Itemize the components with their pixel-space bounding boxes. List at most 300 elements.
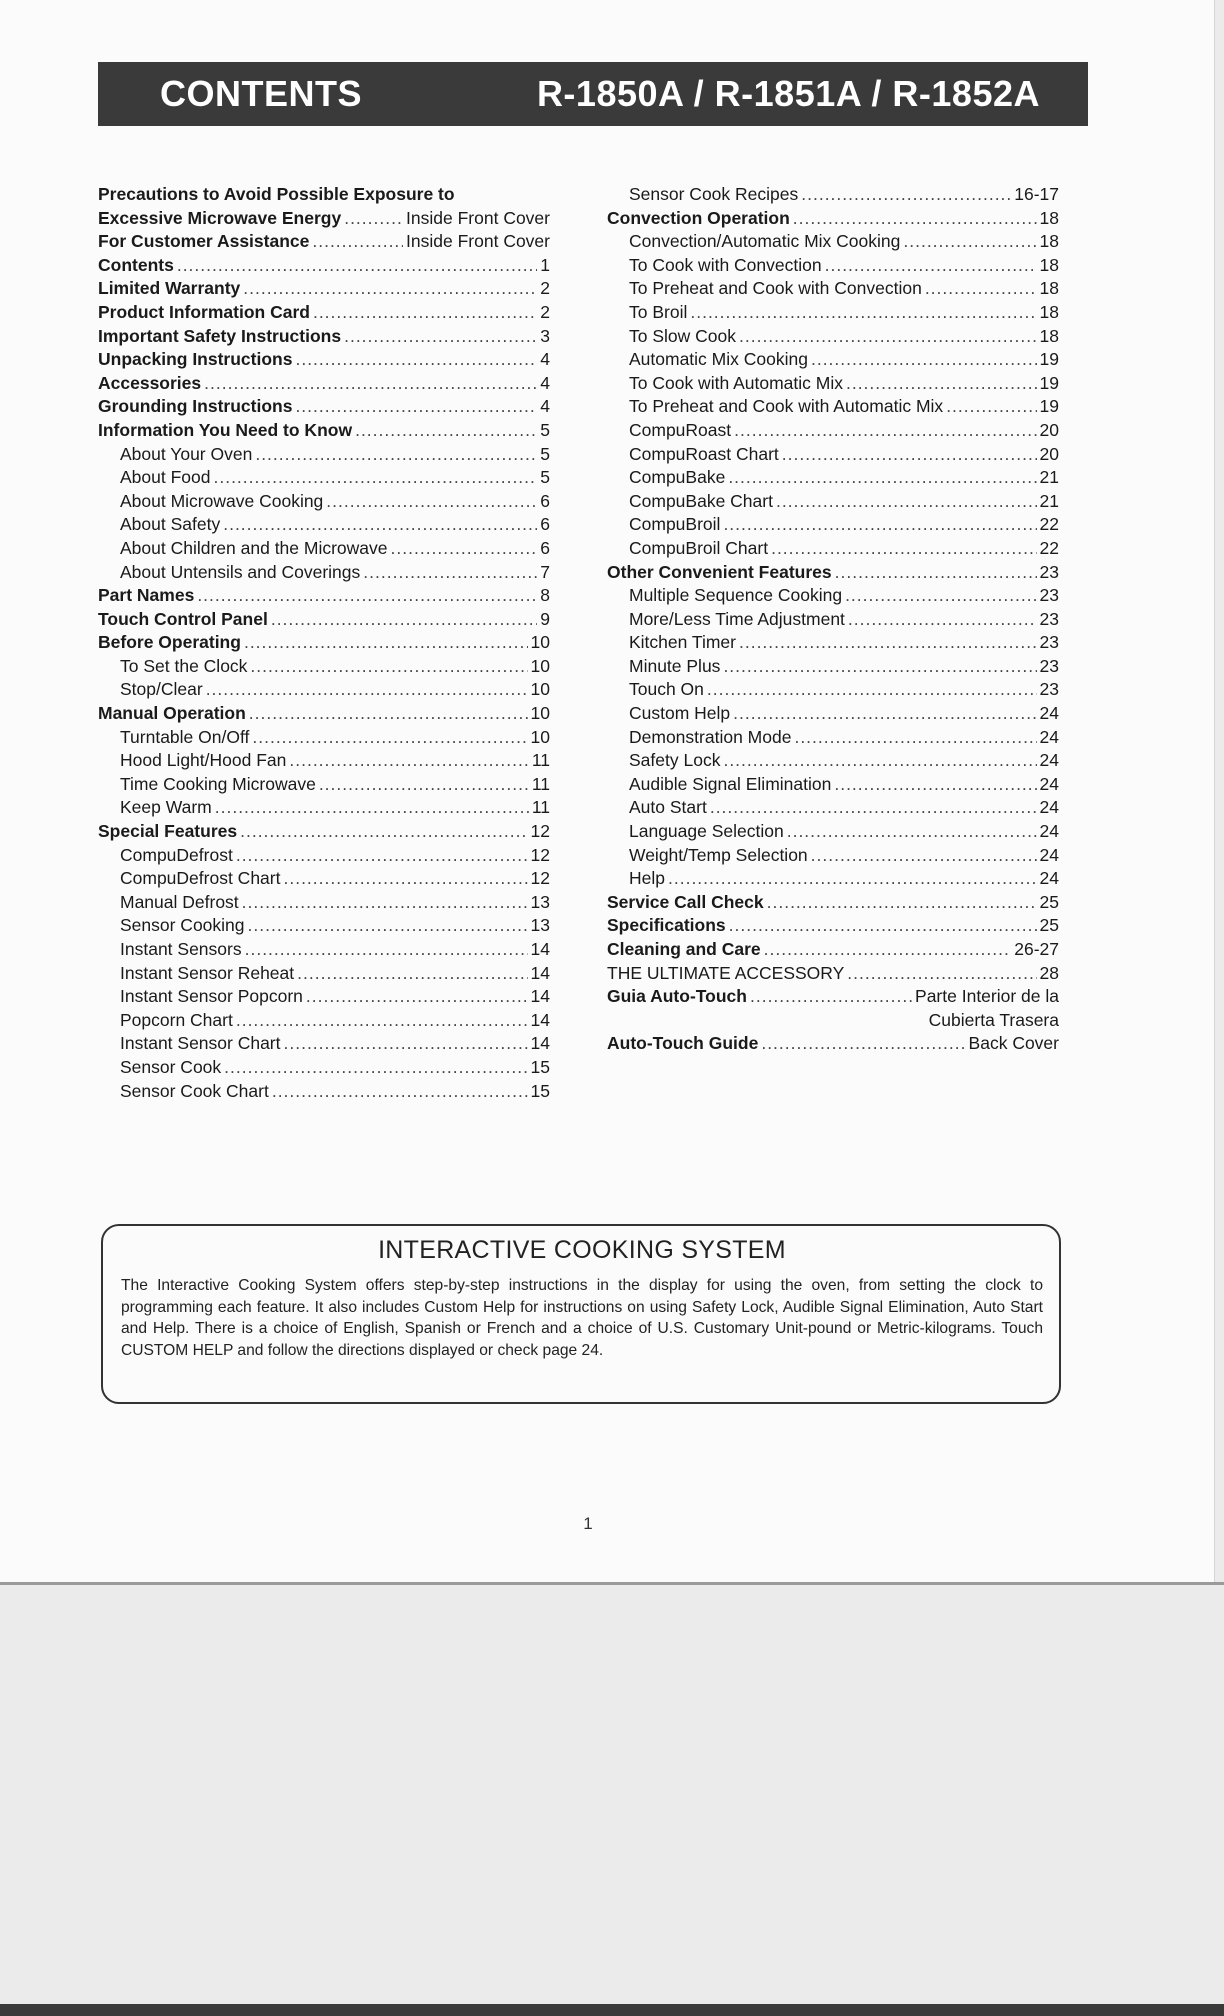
toc-leader-dots: [355, 419, 537, 443]
toc-entry-label: Specifications: [607, 915, 726, 936]
toc-entry-page: 12: [530, 868, 550, 889]
toc-entry-page: 4: [540, 372, 550, 393]
toc-entry-label: Contents: [98, 254, 174, 275]
toc-entry: [607, 254, 1059, 278]
toc-entry-page: 14: [530, 939, 550, 959]
toc-entry: [98, 348, 550, 372]
toc-entry-label: To Cook with Automatic Mix: [629, 372, 843, 393]
toc-entry-label: Manual Operation: [98, 703, 246, 724]
toc-entry-label: About Food: [120, 467, 211, 488]
toc-leader-dots: [707, 678, 1037, 702]
toc-leader-dots: [811, 348, 1037, 372]
toc-entry: [607, 466, 1059, 490]
toc-entry-page: 23: [1039, 679, 1059, 700]
toc-entry-label: Language Selection: [629, 821, 784, 842]
toc-entry: [98, 820, 550, 844]
toc-entry-label: CompuBake Chart: [629, 490, 773, 511]
toc-entry: [98, 608, 550, 632]
toc-entry-page: 18: [1039, 301, 1059, 322]
toc-entry-label: Unpacking Instructions: [98, 349, 293, 370]
scanner-bottom-strip: [0, 2004, 1224, 2016]
toc-leader-dots: [250, 655, 527, 679]
toc-leader-dots: [846, 372, 1037, 396]
toc-entry-page: 12: [530, 844, 550, 865]
toc-leader-dots: [690, 301, 1036, 325]
toc-entry-label: Help: [629, 868, 665, 889]
toc-entry: [98, 655, 550, 679]
toc-entry-page: 22: [1039, 514, 1059, 535]
toc-entry-page: 18: [1039, 231, 1059, 252]
toc-leader-dots: [761, 1032, 965, 1056]
toc-leader-dots: [177, 254, 537, 278]
toc-leader-dots: [946, 395, 1036, 419]
toc-entry-page: 14: [530, 1009, 550, 1030]
toc-leader-dots: [734, 419, 1036, 443]
toc-entry: [98, 938, 550, 962]
toc-leader-dots: [344, 325, 537, 349]
toc-entry: [607, 608, 1059, 632]
toc-leader-dots: [312, 230, 403, 254]
toc-entry-label: Precautions to Avoid Possible Exposure to: [98, 184, 455, 204]
toc-entry: [607, 820, 1059, 844]
toc-entry: [98, 301, 550, 325]
toc-entry-label: Auto-Touch Guide: [607, 1033, 759, 1054]
contents-title: CONTENTS: [160, 73, 362, 114]
toc-entry-page: 24: [1039, 726, 1059, 747]
toc-entry: [607, 914, 1059, 938]
toc-entry-label: Excessive Microwave Energy: [98, 207, 342, 228]
toc-entry-page: 3: [540, 325, 550, 346]
toc-leader-dots: [845, 584, 1036, 608]
toc-entry: [607, 584, 1059, 608]
toc-entry-label: Cleaning and Care: [607, 939, 761, 959]
toc-leader-dots: [240, 820, 527, 844]
toc-entry-label: Auto Start: [629, 797, 707, 818]
toc-entry-label: To Preheat and Cook with Automatic Mix: [629, 396, 944, 417]
toc-entry: [98, 914, 550, 938]
toc-entry-label: CompuRoast Chart: [629, 443, 779, 464]
toc-leader-dots: [811, 844, 1037, 868]
toc-leader-dots: [245, 938, 528, 962]
toc-entry-page: 24: [1039, 773, 1059, 794]
toc-leader-dots: [771, 537, 1036, 561]
toc-entry-label: To Cook with Convection: [629, 254, 822, 275]
toc-leader-dots: [739, 631, 1037, 655]
toc-leader-dots: [236, 1009, 528, 1033]
toc-leader-dots: [284, 1032, 528, 1056]
toc-entry: [607, 277, 1059, 301]
toc-entry-label: Accessories: [98, 372, 202, 393]
toc-entry-page: 13: [530, 891, 550, 912]
toc-entry-page: 10: [530, 655, 550, 676]
toc-entry-page: 19: [1039, 372, 1059, 393]
toc-leader-dots: [295, 395, 537, 419]
toc-entry: [98, 490, 550, 514]
toc-entry-page: 24: [1039, 844, 1059, 865]
toc-leader-dots: [848, 608, 1037, 632]
toc-entry-page: 18: [1039, 207, 1059, 228]
toc-leader-dots: [764, 938, 1012, 962]
toc-entry-label: Special Features: [98, 821, 238, 842]
toc-entry-page: 5: [540, 443, 550, 464]
toc-entry-label: Instant Sensors: [120, 939, 242, 959]
toc-entry: [607, 891, 1059, 915]
toc-leader-dots: [801, 183, 1011, 207]
toc-entry-page: 5: [540, 419, 550, 440]
toc-entry-label: Time Cooking Microwave: [120, 773, 316, 794]
toc-leader-dots: [215, 796, 529, 820]
toc-entry-label: About Children and the Microwave: [120, 537, 388, 558]
toc-leader-dots: [206, 678, 528, 702]
toc-entry: [607, 348, 1059, 372]
toc-entry-page: Back Cover: [968, 1033, 1059, 1054]
toc-entry-label: To Set the Clock: [120, 655, 248, 676]
toc-entry-label: Safety Lock: [629, 750, 721, 771]
interactive-box-text: The Interactive Cooking System offers step-by-step instructions in the display for using the oven, from setting the clock to programming each feature. It also includes Custom Help for instructions on using Safety Lock, Audible Signal Elimination, Auto Start and Help. There is a choice of English, Spanish or French and a choice of U.S. Customary Unit-pound or Metric-kilograms. Touch CUSTOM HELP and follow the directions displayed or check page 24.: [121, 1277, 1043, 1359]
toc-leader-dots: [391, 537, 538, 561]
toc-entry: [607, 490, 1059, 514]
toc-entry: [607, 230, 1059, 254]
toc-entry-page: 1: [540, 254, 550, 275]
toc-entry-label: Sensor Cook: [120, 1056, 222, 1077]
toc-leader-dots: [236, 844, 528, 868]
toc-entry: [607, 773, 1059, 797]
toc-entry-page: 24: [1039, 797, 1059, 818]
toc-entry-label: Automatic Mix Cooking: [629, 349, 808, 370]
toc-entry-page: 10: [530, 679, 550, 700]
toc-entry-page: Parte Interior de la: [915, 986, 1059, 1007]
toc-entry-page: 16-17: [1014, 184, 1059, 204]
toc-entry-label: Convection/Automatic Mix Cooking: [629, 231, 901, 252]
toc-entry: [98, 466, 550, 490]
toc-leader-dots: [794, 726, 1036, 750]
toc-entry-label: CompuBroil Chart: [629, 537, 769, 558]
toc-entry: [98, 1032, 550, 1056]
toc-entry-label: To Slow Cook: [629, 325, 736, 346]
toc-entry-label: CompuDefrost: [120, 844, 233, 865]
toc-entry: [98, 749, 550, 773]
toc-entry: [607, 561, 1059, 585]
toc-entry: [607, 702, 1059, 726]
toc-leader-dots: [363, 561, 537, 585]
toc-leader-dots: [835, 561, 1037, 585]
toc-entry: [98, 702, 550, 726]
toc-entry-label: Weight/Temp Selection: [629, 844, 808, 865]
toc-entry: [98, 513, 550, 537]
toc-leader-dots: [723, 655, 1036, 679]
toc-entry-label: Product Information Card: [98, 301, 310, 322]
toc-entry-page: 24: [1039, 821, 1059, 842]
toc-entry-page: 24: [1039, 750, 1059, 771]
toc-entry: [98, 419, 550, 443]
toc-entry-label: Touch Control Panel: [98, 608, 268, 629]
toc-entry-page: 18: [1039, 254, 1059, 275]
toc-entry-page: 18: [1039, 278, 1059, 299]
toc-entry-page: 14: [530, 962, 550, 983]
toc-entry: [98, 1056, 550, 1080]
toc-leader-dots: [825, 254, 1037, 278]
toc-entry-label: Convection Operation: [607, 207, 790, 228]
toc-entry: [607, 844, 1059, 868]
toc-entry: [607, 1009, 1059, 1033]
toc-leader-dots: [344, 207, 403, 231]
toc-leader-dots: [255, 443, 537, 467]
toc-entry-page: 11: [531, 773, 550, 794]
toc-entry: [607, 513, 1059, 537]
toc-entry: [98, 678, 550, 702]
toc-entry-page: 24: [1039, 703, 1059, 724]
toc-entry-page: 26-27: [1014, 939, 1059, 959]
toc-entry: [98, 537, 550, 561]
toc-left-column: [98, 183, 550, 1103]
toc-entry-label: Service Call Check: [607, 891, 764, 912]
toc-leader-dots: [271, 608, 537, 632]
toc-entry-page: 2: [540, 301, 550, 322]
toc-leader-dots: [847, 962, 1036, 986]
interactive-cooking-system-box: [101, 1224, 1061, 1404]
toc-entry-page: 25: [1039, 891, 1059, 912]
toc-leader-dots: [272, 1080, 528, 1104]
toc-entry: [98, 584, 550, 608]
toc-entry-page: 21: [1039, 490, 1059, 511]
toc-leader-dots: [767, 891, 1037, 915]
toc-entry-page: 23: [1039, 561, 1059, 582]
toc-entry-page: 10: [530, 726, 550, 747]
toc-leader-dots: [750, 985, 912, 1009]
toc-entry: [607, 631, 1059, 655]
toc-entry: [98, 962, 550, 986]
toc-entry-page: 24: [1039, 868, 1059, 889]
interactive-box-title: INTERACTIVE COOKING SYSTEM: [378, 1236, 786, 1264]
toc-entry-label: Important Safety Instructions: [98, 325, 342, 346]
toc-entry-page: 10: [530, 632, 550, 653]
toc-entry-label: More/Less Time Adjustment: [629, 608, 845, 629]
toc-entry-label: Before Operating: [98, 632, 241, 653]
toc-entry-label: About Your Oven: [120, 443, 253, 464]
toc-entry: [607, 726, 1059, 750]
toc-entry-label: To Preheat and Cook with Convection: [629, 278, 922, 299]
toc-entry-label: About Microwave Cooking: [120, 490, 324, 511]
toc-entry: [607, 395, 1059, 419]
toc-leader-dots: [243, 277, 537, 301]
toc-entry-page: 5: [540, 467, 550, 488]
toc-leader-dots: [787, 820, 1037, 844]
toc-entry-label: Part Names: [98, 585, 195, 606]
toc-entry-label: Other Convenient Features: [607, 561, 832, 582]
toc-entry-label: About Untensils and Coverings: [120, 561, 361, 582]
toc-leader-dots: [252, 726, 527, 750]
toc-entry-label: Demonstration Mode: [629, 726, 792, 747]
toc-entry: [98, 443, 550, 467]
toc-entry-page: 18: [1039, 325, 1059, 346]
toc-entry-page: 22: [1039, 537, 1059, 558]
toc-entry: [98, 867, 550, 891]
toc-leader-dots: [213, 466, 537, 490]
toc-entry-page: 4: [540, 396, 550, 417]
toc-entry: [98, 325, 550, 349]
toc-entry-page: 20: [1039, 443, 1059, 464]
toc-entry-label: Custom Help: [629, 703, 731, 724]
toc-entry-page: 10: [530, 703, 550, 724]
toc-entry: [98, 395, 550, 419]
toc-leader-dots: [733, 702, 1036, 726]
toc-entry: [98, 230, 550, 254]
toc-entry: [607, 655, 1059, 679]
toc-entry-page: 11: [531, 750, 550, 771]
toc-entry-label: Limited Warranty: [98, 278, 241, 299]
toc-entry-page: Inside Front Cover: [406, 231, 550, 252]
toc-entry-page: 2: [540, 278, 550, 299]
toc-entry: [607, 1032, 1059, 1056]
toc-leader-dots: [326, 490, 537, 514]
toc-entry: [607, 183, 1059, 207]
toc-entry: [607, 749, 1059, 773]
toc-leader-dots: [723, 513, 1036, 537]
toc-entry-label: Sensor Cook Recipes: [629, 184, 799, 204]
toc-entry: [98, 207, 550, 231]
toc-leader-dots: [297, 962, 527, 986]
toc-entry-label: Grounding Instructions: [98, 396, 293, 417]
toc-leader-dots: [903, 230, 1036, 254]
toc-entry: [98, 796, 550, 820]
toc-entry: [607, 207, 1059, 231]
toc-entry-page: 23: [1039, 585, 1059, 606]
toc-entry: [98, 1080, 550, 1104]
toc-leader-dots: [723, 749, 1036, 773]
page-edge: [0, 1582, 1224, 1585]
toc-entry-page: 23: [1039, 655, 1059, 676]
toc-entry: [98, 277, 550, 301]
toc-entry-page: 21: [1039, 467, 1059, 488]
toc-entry-page: 6: [540, 514, 550, 535]
toc-leader-dots: [289, 749, 528, 773]
toc-entry-label: CompuBake: [629, 467, 726, 488]
toc-entry: [607, 301, 1059, 325]
toc-entry: [607, 867, 1059, 891]
toc-leader-dots: [668, 867, 1037, 891]
toc-entry-label: CompuDefrost Chart: [120, 868, 281, 889]
toc-entry-label: For Customer Assistance: [98, 231, 310, 252]
toc-entry: [607, 678, 1059, 702]
toc-entry: [607, 938, 1059, 962]
toc-entry: [607, 372, 1059, 396]
toc-right-column: [607, 183, 1059, 1056]
toc-entry-label: Kitchen Timer: [629, 632, 736, 653]
toc-entry-label: Information You Need to Know: [98, 419, 353, 440]
toc-entry-label: Touch On: [629, 679, 704, 700]
toc-entry-label: Sensor Cooking: [120, 915, 245, 936]
toc-entry: [607, 796, 1059, 820]
toc-entry-label: Turntable On/Off: [120, 726, 250, 747]
toc-leader-dots: [248, 914, 528, 938]
toc-entry: [98, 631, 550, 655]
toc-leader-dots: [244, 631, 528, 655]
toc-entry: [607, 985, 1059, 1009]
toc-leader-dots: [197, 584, 537, 608]
toc-entry-page: 15: [530, 1056, 550, 1077]
toc-leader-dots: [319, 773, 529, 797]
toc-entry-page: 11: [531, 797, 550, 818]
toc-entry-page: 15: [530, 1080, 550, 1101]
page-number: 1: [583, 1514, 593, 1533]
toc-entry-label: About Safety: [120, 514, 221, 535]
toc-leader-dots: [710, 796, 1037, 820]
toc-entry-page: 7: [540, 561, 550, 582]
toc-entry: [98, 985, 550, 1009]
toc-entry-label: Multiple Sequence Cooking: [629, 585, 843, 606]
toc-leader-dots: [306, 985, 528, 1009]
toc-entry-page: 4: [540, 349, 550, 370]
model-numbers: R-1850A / R-1851A / R-1852A: [536, 73, 1040, 114]
toc-leader-dots: [729, 914, 1037, 938]
toc-entry-page: 6: [540, 490, 550, 511]
toc-entry-page: 12: [530, 821, 550, 842]
toc-entry-page: 13: [530, 915, 550, 936]
toc-entry: [98, 891, 550, 915]
toc-leader-dots: [242, 891, 528, 915]
toc-entry: [98, 844, 550, 868]
toc-entry-label: CompuBroil: [629, 514, 721, 535]
toc-entry-page: 8: [540, 585, 550, 606]
toc-entry: [98, 372, 550, 396]
toc-entry-page: 23: [1039, 632, 1059, 653]
toc-entry-page: 19: [1039, 349, 1059, 370]
toc-entry-label: CompuRoast: [629, 419, 732, 440]
toc-entry-label: Instant Sensor Popcorn: [120, 986, 303, 1007]
toc-leader-dots: [224, 1056, 527, 1080]
toc-leader-dots: [925, 277, 1037, 301]
toc-entry-page: 25: [1039, 915, 1059, 936]
toc-leader-dots: [204, 372, 537, 396]
toc-entry: [98, 254, 550, 278]
toc-entry-label: Minute Plus: [629, 655, 721, 676]
toc-entry-page: 23: [1039, 608, 1059, 629]
toc-entry: [607, 419, 1059, 443]
toc-entry-label: Stop/Clear: [120, 679, 203, 700]
toc-entry-label: Popcorn Chart: [120, 1009, 233, 1030]
toc-entry-page: 14: [530, 986, 550, 1007]
toc-entry: [98, 726, 550, 750]
toc-entry: [98, 183, 550, 207]
toc-leader-dots: [776, 490, 1037, 514]
toc-leader-dots: [739, 325, 1037, 349]
toc-leader-dots: [793, 207, 1037, 231]
toc-entry-page: 14: [530, 1033, 550, 1054]
toc-entry-page: 6: [540, 537, 550, 558]
toc-entry: [607, 537, 1059, 561]
toc-entry-label: Keep Warm: [120, 797, 212, 818]
toc-entry-page: 9: [540, 608, 550, 629]
toc-leader-dots: [295, 348, 537, 372]
toc-entry-label: Manual Defrost: [120, 891, 239, 912]
toc-leader-dots: [728, 466, 1036, 490]
toc-entry-label: Sensor Cook Chart: [120, 1080, 269, 1101]
toc-entry: [607, 962, 1059, 986]
toc-entry: [98, 773, 550, 797]
toc-entry: [98, 1009, 550, 1033]
toc-entry-page: Inside Front Cover: [406, 207, 550, 228]
toc-leader-dots: [283, 867, 527, 891]
toc-entry: [607, 443, 1059, 467]
toc-entry-label: To Broil: [629, 301, 688, 322]
toc-entry-page: 19: [1039, 396, 1059, 417]
toc-entry-label: Hood Light/Hood Fan: [120, 750, 287, 771]
toc-entry-page: 20: [1039, 419, 1059, 440]
toc-entry-label: Instant Sensor Reheat: [120, 962, 295, 983]
contents-header-bar: [98, 62, 1088, 126]
toc-leader-dots: [782, 443, 1037, 467]
toc-entry-label: THE ULTIMATE ACCESSORY: [607, 962, 845, 983]
